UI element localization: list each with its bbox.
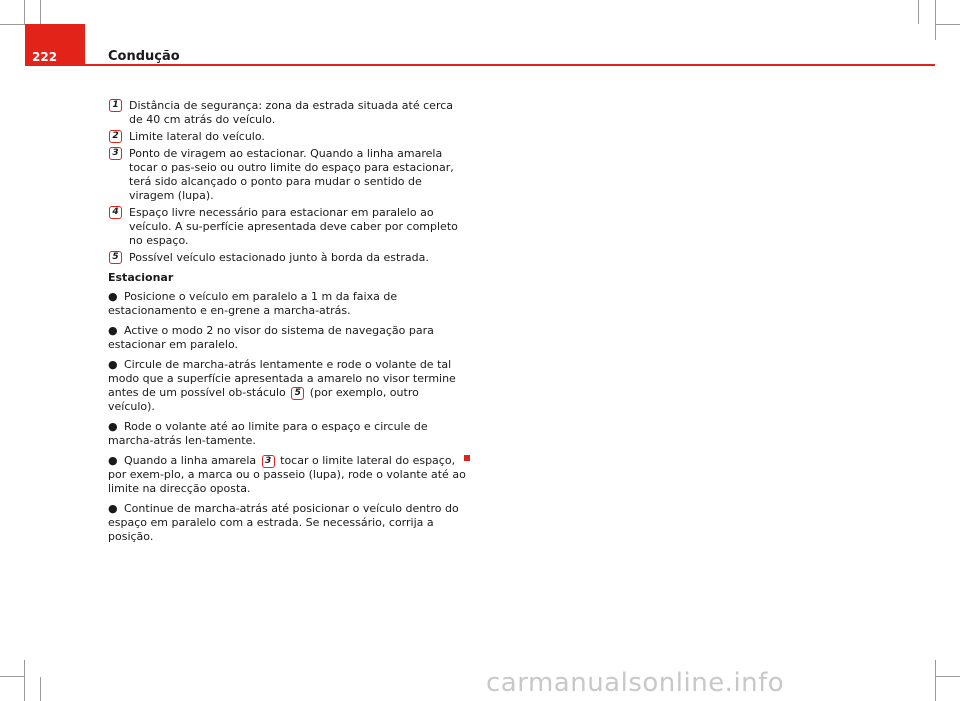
crop-mark [40,677,41,701]
instruction-step [108,420,468,448]
crop-mark [0,676,25,677]
bullet-icon: ● [108,324,118,337]
legend-item [108,147,468,203]
legend-text: Espaço livre necessário para estacionar em paralelo ao veículo. A su-perfície apresentada deve caber por completo no espaço. [129,206,458,247]
step-text: Active o modo 2 no visor do sistema de navegação para estacionar em paralelo. [108,324,434,351]
legend-item [108,130,468,144]
reference-badge: 3 [262,455,275,468]
reference-badge: 5 [291,387,304,400]
legend-text: Distância de segurança: zona da estrada situada até cerca de 40 cm atrás do veículo. [129,99,454,126]
bullet-icon: ● [108,420,118,433]
header-divider [85,64,935,66]
page-number: 222 [32,50,58,64]
legend-number-badge: 3 [109,147,122,160]
crop-mark [24,660,25,701]
watermark: carmanualsonline.info [486,668,785,698]
instruction-step [108,324,468,352]
legend-text: Possível veículo estacionado junto à borda da estrada. [129,251,429,264]
legend-number-badge: 5 [109,251,122,264]
bullet-icon: ● [108,290,118,303]
crop-mark [0,24,25,25]
bullet-icon: ● [108,358,118,371]
legend-number-badge: 4 [109,206,122,219]
legend-text: Ponto de viragem ao estacionar. Quando a linha amarela tocar o pas-seio ou outro limite do espaço para estacionar, terá sido alcançado o ponto para mudar o sentido de viragem (lupa). [129,147,454,202]
crop-mark [935,24,960,25]
legend-item [108,206,468,248]
crop-mark [918,0,919,24]
page-body [108,99,468,550]
chapter-title: Condução [108,49,180,64]
legend-item [108,99,468,127]
crop-mark [935,0,936,40]
step-text: Quando a linha amarela [124,454,257,467]
instruction-step [108,290,468,318]
legend-text: Limite lateral do veículo. [129,130,265,143]
section-heading: Estacionar [108,271,174,284]
instruction-step [108,358,468,414]
legend-number-badge: 2 [109,130,122,143]
bullet-icon: ● [108,454,118,467]
legend-item [108,251,468,265]
step-text: Continue de marcha-atrás até posicionar o veículo dentro do espaço em paralelo com a estrada. Se necessário, corrija a posição. [108,502,459,543]
step-text: tocar o limite lateral do espaço, por exem-plo, a marca ou o passeio (lupa), rode o volante até ao limite na direcção oposta. [108,454,466,495]
instruction-step [108,502,468,544]
crop-mark [935,676,960,677]
crop-mark [24,0,25,24]
crop-mark [935,660,936,701]
step-text: Circule de marcha-atrás lentamente e rode o volante de tal modo que a superfície apresentada a amarelo no visor termine antes de um possível ob-stáculo [108,358,456,399]
legend-number-badge: 1 [109,99,122,112]
section-end-marker [464,455,470,461]
instruction-step [108,454,468,496]
step-text: Rode o volante até ao limite para o espaço e circule de marcha-atrás len-tamente. [108,420,428,447]
bullet-icon: ● [108,502,118,515]
step-text: Posicione o veículo em paralelo a 1 m da faixa de estacionamento e en-grene a marcha-atrás. [108,290,398,317]
step-text: (por exemplo, outro veículo). [108,386,419,413]
crop-mark [40,0,41,24]
